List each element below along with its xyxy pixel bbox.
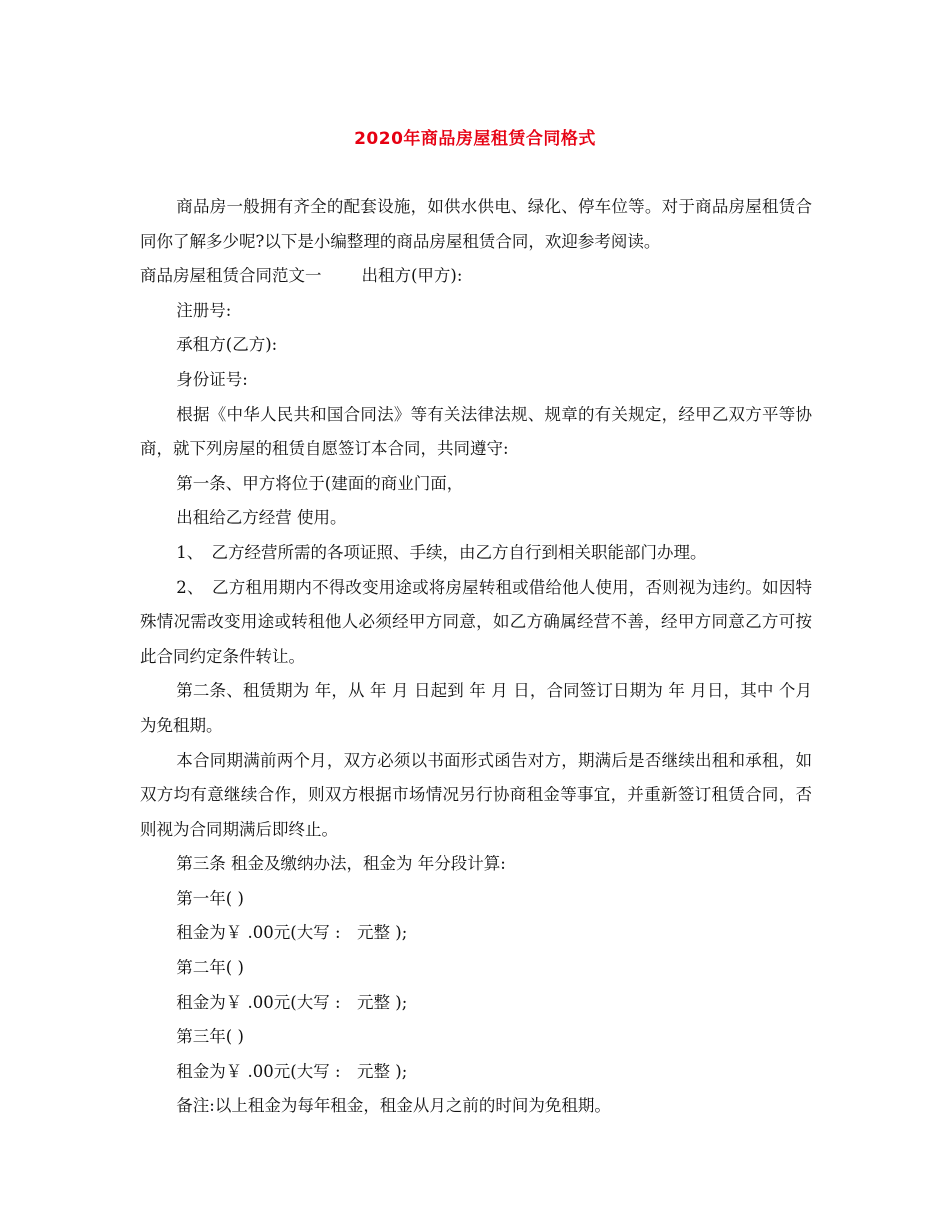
clause-1-paragraph: 1、 乙方经营所需的各项证照、手续，由乙方自行到相关职能部门办理。 bbox=[176, 542, 707, 562]
article-1-line: 第一条、甲方将位于(建面的商业门面， bbox=[176, 473, 464, 493]
year-3-line: 第三年( ) bbox=[176, 1027, 244, 1047]
registration-number-line: 注册号: bbox=[176, 300, 232, 320]
remark-line: 备注:以上租金为每年租金，租金从月之前的时间为免租期。 bbox=[176, 1096, 611, 1116]
article-2-paragraph: 第二条、租赁期为 年，从 年 月 日起到 年 月 日，合同签订日期为 年 月日，其中 个月为免租期。 bbox=[140, 681, 812, 735]
year-1-line: 第一年( ) bbox=[176, 888, 244, 908]
lessor-label: 出租方(甲方): bbox=[361, 266, 463, 286]
year-2-line: 第二年( ) bbox=[176, 958, 244, 978]
intro-paragraph: 商品房一般拥有齐全的配套设施，如供水供电、绿化、停车位等。对于商品房屋租赁合同你了解多少呢?以下是小编整理的商品房屋租赁合同，欢迎参考阅读。 bbox=[140, 197, 812, 251]
lessee-line: 承租方(乙方): bbox=[176, 335, 278, 355]
clause-2-paragraph: 2、 乙方租用期内不得改变用途或将房屋转租或借给他人使用，否则视为违约。如因特殊情况需改变用途或转租他人必须经甲方同意，如乙方确属经营不善，经甲方同意乙方可按此合同约定条件转让。 bbox=[140, 577, 812, 666]
sample-heading: 商品房屋租赁合同范文一 bbox=[140, 266, 322, 286]
year-2-rent-line: 租金为￥ .00元(大写 : 元整 ); bbox=[176, 992, 408, 1012]
article-1-usage-line: 出租给乙方经营 使用。 bbox=[176, 508, 347, 528]
expiry-paragraph: 本合同期满前两个月，双方必须以书面形式函告对方，期满后是否继续出租和承租，如双方均有意继续合作，则双方根据市场情况另行协商租金等事宜，并重新签订租赁合同，否则视为合同期满后即终止。 bbox=[140, 750, 812, 839]
document-title: 2020年商品房屋租赁合同格式 bbox=[354, 129, 596, 149]
id-number-line: 身份证号: bbox=[176, 369, 248, 389]
year-3-rent-line: 租金为￥ .00元(大写 : 元整 ); bbox=[176, 1061, 408, 1081]
year-1-rent-line: 租金为￥ .00元(大写 : 元整 ); bbox=[176, 923, 408, 943]
sample-heading-line bbox=[140, 259, 812, 294]
document-body bbox=[140, 190, 812, 1124]
basis-paragraph: 根据《中华人民共和国合同法》等有关法律法规、规章的有关规定，经甲乙双方平等协商，就下列房屋的租赁自愿签订本合同，共同遵守: bbox=[140, 404, 812, 459]
article-3-line: 第三条 租金及缴纳办法，租金为 年分段计算: bbox=[176, 854, 506, 874]
